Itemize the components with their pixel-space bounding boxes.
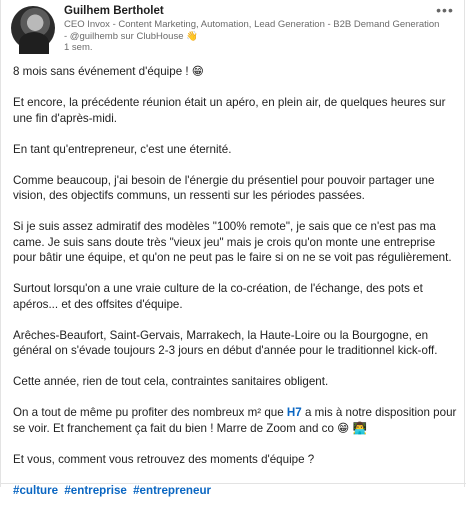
post-body bbox=[13, 64, 457, 514]
hashtag-culture[interactable]: #culture bbox=[13, 483, 59, 497]
h7-text-after: a mis à notre disposition pour se voir. Et franchement ça fait du bien ! Marre de Zoom and co 😁 👨‍💻 bbox=[13, 406, 457, 435]
hashtag-entrepreneur[interactable]: #entrepreneur bbox=[133, 483, 212, 497]
hashtag-entreprise[interactable]: #entreprise bbox=[64, 483, 127, 497]
author-headline: CEO Invox - Content Marketing, Automation, Lead Generation - B2B Demand Generation - @guilhemb sur ClubHouse 👋 bbox=[64, 19, 440, 42]
post-time: 1 sem. bbox=[64, 42, 93, 53]
card-divider bbox=[1, 483, 466, 484]
paragraph-6: Surtout lorsqu'on a une vraie culture de la co-création, de l'échange, des pots et apéros... et des offsites d'équipe. bbox=[13, 282, 423, 311]
post-header bbox=[11, 4, 456, 54]
paragraph-2: Et encore, la précédente réunion était un apéro, en plein air, de quelques heures sur une fin d'après-midi. bbox=[13, 96, 446, 125]
h7-link[interactable]: H7 bbox=[286, 406, 302, 419]
author-name[interactable]: Guilhem Bertholet bbox=[64, 5, 164, 17]
hashtags bbox=[13, 483, 457, 499]
paragraph-3: En tant qu'entrepreneur, c'est une éternité. bbox=[13, 142, 232, 156]
more-options-icon[interactable]: ••• bbox=[436, 2, 454, 18]
paragraph-7: Arêches-Beaufort, Saint-Gervais, Marrakech, la Haute-Loire ou la Bourgogne, en général on s'évade toujours 2-3 jours en début d'année pour le traditionnel kick-off. bbox=[13, 328, 438, 357]
paragraph-5: Si je suis assez admiratif des modèles "100% remote", je sais que ce n'est pas ma came. Je suis sans doute très "vieux jeu" mais je crois qu'on monte une entreprise pour bâtir une équipe, et qu'on ne peut pas le faire si on ne se voit pas régulièrement. bbox=[13, 220, 452, 264]
paragraph-8: Cette année, rien de tout cela, contraintes sanitaires obligent. bbox=[13, 375, 329, 388]
avatar-silhouette bbox=[19, 32, 49, 54]
author-avatar[interactable] bbox=[11, 6, 55, 50]
h7-text-before: On a tout de même pu profiter des nombreux m² que bbox=[13, 406, 287, 419]
closing-question: Et vous, comment vous retrouvez des moments d'équipe ? bbox=[13, 452, 315, 466]
paragraph-1: 8 mois sans événement d'équipe ! 😁 bbox=[13, 65, 204, 78]
paragraph-4: Comme beaucoup, j'ai besoin de l'énergie du présentiel pour pouvoir partager une vision, des objectifs communs, un ressenti sur les périodes passées. bbox=[13, 173, 435, 202]
author-meta bbox=[64, 4, 444, 54]
paragraph-h7 bbox=[13, 405, 457, 436]
